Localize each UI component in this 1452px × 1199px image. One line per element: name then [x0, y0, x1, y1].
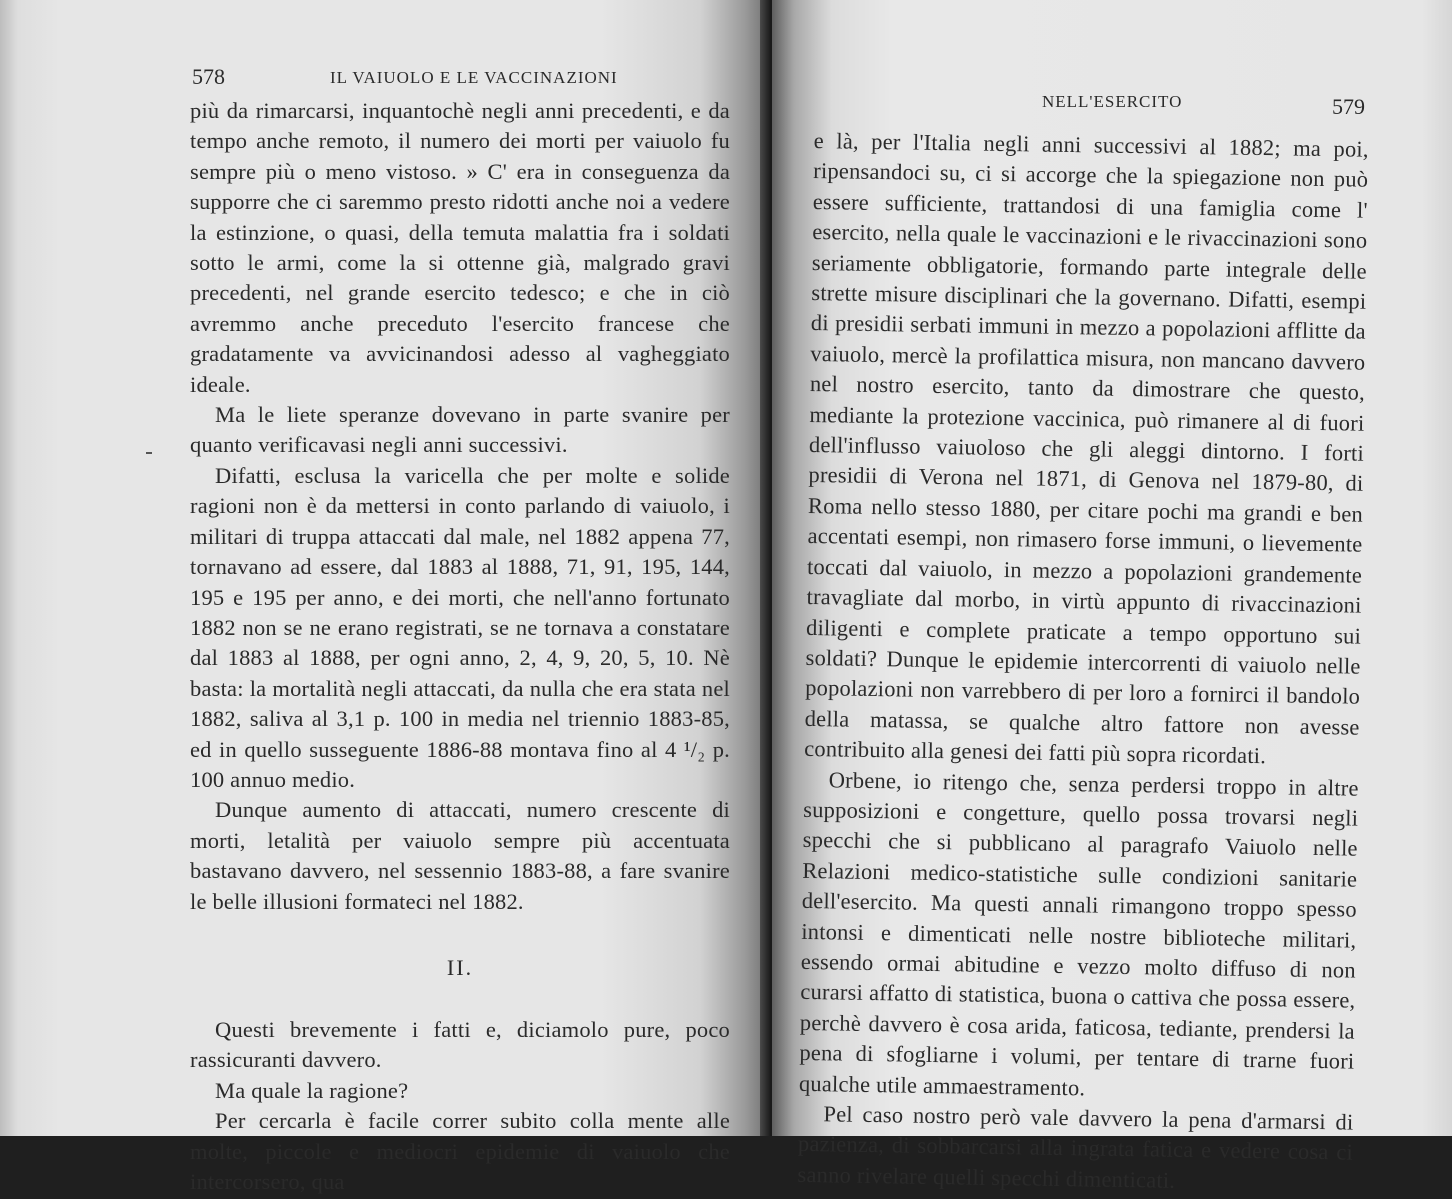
right-page	[772, 0, 1452, 1193]
paragraph: Difatti, esclusa la varicella che per molte e solide ragioni non è da mettersi in conto parlando di vaiuolo, i militari di truppa attaccati dal male, nel 1882 appena 77, tornavano ad essere, dal 1883 al 1888, 71, 91, 195, 144, 195 e 195 per anno, e dei morti, che nell'anno fortunato 1882 non se ne erano registrati, se ne tornava a constatare dal 1883 al 1888, per ogni anno, 2, 4, 9, 20, 5, 10. Nè basta: la mortalità negli attaccati, da nulla che era stata nel 1882, saliva al 3,1 p. 100 in media nel triennio 1883-85, ed in quello susseguente 1886-88 montava fino al 4 ¹/₂ p. 100 annuo medio.	[190, 462, 730, 792]
running-header-right: NELL'ESERCITO	[1042, 92, 1183, 111]
running-header-left: IL VAIUOLO E LE VACCINAZIONI	[330, 68, 618, 87]
paragraph: Ma le liete speranze dovevano in parte svanire per quanto verificavasi negli anni successivi.	[190, 402, 730, 458]
page-number-left: 578	[192, 64, 225, 89]
right-text-block	[797, 126, 1369, 1199]
paragraph: e là, per l'Italia negli anni successivi al 1882; ma poi, ripensandoci su, ci si accorge che la spiegazione non può essere sufficiente, trattandosi di una famiglia come l' esercito, nella quale le vaccinazioni e le rivaccinazioni sono seriamente obbligatorie, formando parte integrale delle strette misure disciplinari che la governano. Difatti, esempi di presidii serbati immuni in mezzo a popolazioni afflitte da vaiuolo, mercè la profilattica misura, non mancano davvero nel nostro esercito, tanto da dimostrare che questo, mediante la protezione vaccinica, può rimanere al di fuori dell'influsso vaiuoloso che gli aleggi dintorno. I forti presidii di Verona nel 1871, di Genova nel 1879-80, di Roma nello stesso 1880, per citare pochi ma grandi e ben accentati esempi, non rimasero forse immuni, o lievemente toccati dal vaiuolo, in mezzo a popolazioni grandemente travagliate dal morbo, in virtù appunto di rivaccinazioni diligenti e complete praticate a tempo opportuno sui soldati? Dunque le epidemie intercorrenti di vaiuolo nelle popolazioni non varrebbero di per loro a fornirci il bandolo della matassa, se qualche altro fattore non avesse contribuito alla genesi dei fatti più sopra ricordati.	[804, 127, 1369, 769]
paragraph: Orbene, io ritengo che, senza perdersi troppo in altre supposizioni e congetture, quello possa trovarsi negli specchi che si pubblicano al paragrafo Vaiuolo nelle Relazioni medico-statistiche sulle condizioni sanitarie dell'esercito. Ma questi annali rimangono troppo spesso intonsi e dimenticati nelle nostre biblioteche militari, essendo ormai abitudine e vezzo molto diffuso di non curarsi affatto di statistica, buona o cattiva che possa essere, perchè davvero è cosa arida, faticosa, tediante, prendersi la pena di sfogliarne i volumi, per tentare di trarne fuori qualche utile ammaestramento.	[798, 766, 1359, 1100]
paragraph: Questi brevemente i fatti e, diciamolo pure, poco rassicuranti davvero.	[190, 1016, 730, 1073]
page-number-right: 579	[1332, 94, 1365, 119]
page-mark	[146, 452, 152, 454]
paragraph: Dunque aumento di attaccati, numero crescente di morti, letalità per vaiuolo sempre più accentuata bastavano davvero, nel sessennio 1883-88, a fare svanire le belle illusioni formateci nel 1882.	[190, 797, 730, 914]
paragraph: più da rimarcarsi, inquantochè negli anni precedenti, e da tempo anche remoto, il numero dei morti per vaiuolo fu sempre più o meno vistoso. » C' era in conseguenza da supporre che ci saremmo presto ridotti anche noi a vedere la estinzione, o quasi, della temuta malattia fra i soldati sotto le armi, come la si ottenne già, malgrado gravi precedenti, nel grande esercito tedesco; e che in ciò avremmo anche preceduto l'esercito francese che gradatamente va avvicinandosi adesso al vagheggiato ideale.	[190, 98, 730, 397]
left-text-block	[190, 96, 730, 1197]
paragraph: Per cercarla è facile correr subito colla mente alle molte, piccole e mediocri epidemie di vaiuolo che intercorsero, qua	[190, 1108, 730, 1194]
section-heading: II.	[446, 954, 474, 980]
paragraph: Pel caso nostro però vale davvero la pena d'armarsi di pazienza, di sobbarcarsi alla ingrata fatica e vedere cosa ci sanno rivelare quelli specchi dimenticati.	[797, 1101, 1354, 1193]
paragraph: Ma quale la ragione?	[215, 1077, 409, 1103]
